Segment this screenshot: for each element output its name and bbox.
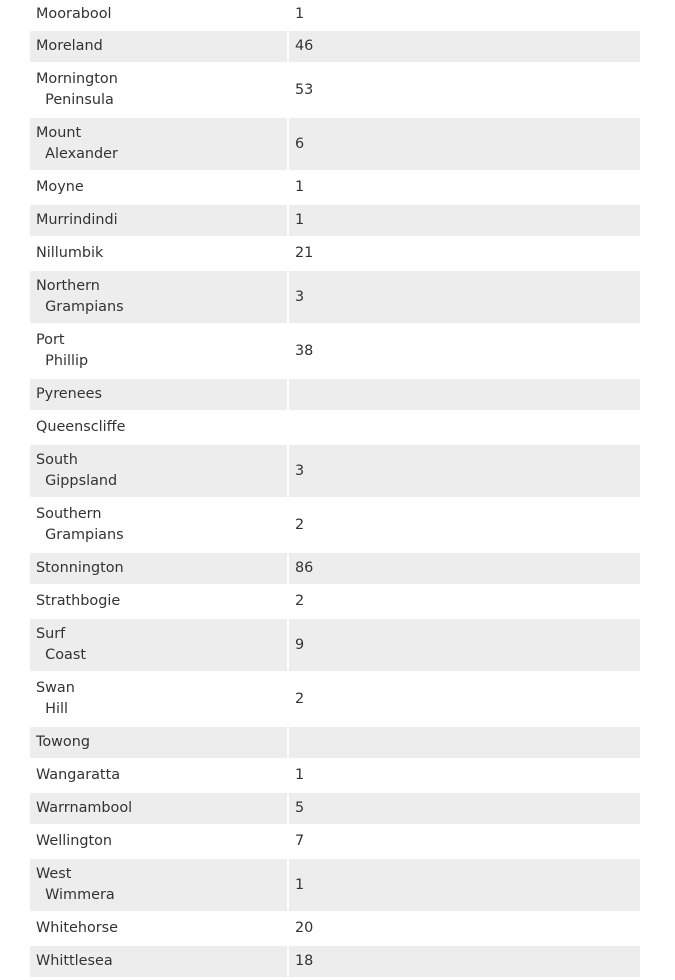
lga-name-cell: Moreland (30, 30, 288, 63)
lga-count-cell: 1 (288, 204, 640, 237)
table-row (30, 444, 640, 498)
lga-name-cell: Surf Coast (30, 618, 288, 672)
table-row (30, 0, 640, 30)
lga-count-cell: 20 (288, 912, 640, 945)
table-row (30, 672, 640, 726)
lga-count-cell: 21 (288, 237, 640, 270)
lga-count-cell: 5 (288, 792, 640, 825)
lga-count-table (30, 0, 640, 979)
lga-count-cell: 1 (288, 171, 640, 204)
table-row (30, 792, 640, 825)
lga-name-cell: Moyne (30, 171, 288, 204)
lga-count-cell: 9 (288, 618, 640, 672)
table-row (30, 324, 640, 378)
lga-name-cell: Whitehorse (30, 912, 288, 945)
lga-count-cell: 3 (288, 270, 640, 324)
lga-count-cell: 2 (288, 585, 640, 618)
table-row (30, 63, 640, 117)
lga-count-cell: 86 (288, 552, 640, 585)
lga-count-cell: 38 (288, 324, 640, 378)
lga-count-cell: 1 (288, 759, 640, 792)
table-row (30, 411, 640, 444)
table-body (30, 0, 640, 978)
lga-name-cell: Mount Alexander (30, 117, 288, 171)
table-row (30, 30, 640, 63)
lga-count-cell: 46 (288, 30, 640, 63)
lga-count-cell: 2 (288, 498, 640, 552)
lga-name-cell: West Wimmera (30, 858, 288, 912)
lga-name-cell: South Gippsland (30, 444, 288, 498)
lga-count-cell: 3 (288, 444, 640, 498)
lga-count-cell: 1 (288, 858, 640, 912)
table-row (30, 726, 640, 759)
lga-name-cell: Port Phillip (30, 324, 288, 378)
lga-name-cell: Warrnambool (30, 792, 288, 825)
table-row (30, 759, 640, 792)
lga-name-cell: Strathbogie (30, 585, 288, 618)
lga-count-cell: 53 (288, 63, 640, 117)
table-row (30, 912, 640, 945)
lga-name-cell: Mornington Peninsula (30, 63, 288, 117)
lga-count-cell: 18 (288, 945, 640, 978)
table-row (30, 204, 640, 237)
table-row (30, 378, 640, 411)
table-row (30, 237, 640, 270)
lga-name-cell: Northern Grampians (30, 270, 288, 324)
lga-name-cell: Pyrenees (30, 378, 288, 411)
table-row (30, 117, 640, 171)
table-row (30, 270, 640, 324)
lga-name-cell: Nillumbik (30, 237, 288, 270)
lga-count-cell: 2 (288, 672, 640, 726)
lga-name-cell: Swan Hill (30, 672, 288, 726)
lga-name-cell: Stonnington (30, 552, 288, 585)
table-row (30, 618, 640, 672)
lga-count-cell: 7 (288, 825, 640, 858)
lga-name-cell: Wellington (30, 825, 288, 858)
lga-count-cell (288, 411, 640, 444)
table-row (30, 171, 640, 204)
lga-name-cell: Wangaratta (30, 759, 288, 792)
table-row (30, 945, 640, 978)
lga-count-cell: 6 (288, 117, 640, 171)
lga-name-cell: Whittlesea (30, 945, 288, 978)
table-row (30, 552, 640, 585)
table-row (30, 825, 640, 858)
table-row (30, 858, 640, 912)
lga-count-cell (288, 378, 640, 411)
lga-name-cell: Towong (30, 726, 288, 759)
lga-count-cell: 1 (288, 0, 640, 30)
lga-name-cell: Murrindindi (30, 204, 288, 237)
table-row (30, 585, 640, 618)
lga-name-cell: Southern Grampians (30, 498, 288, 552)
lga-name-cell: Queenscliffe (30, 411, 288, 444)
lga-count-cell (288, 726, 640, 759)
lga-name-cell: Moorabool (30, 0, 288, 30)
table-row (30, 498, 640, 552)
